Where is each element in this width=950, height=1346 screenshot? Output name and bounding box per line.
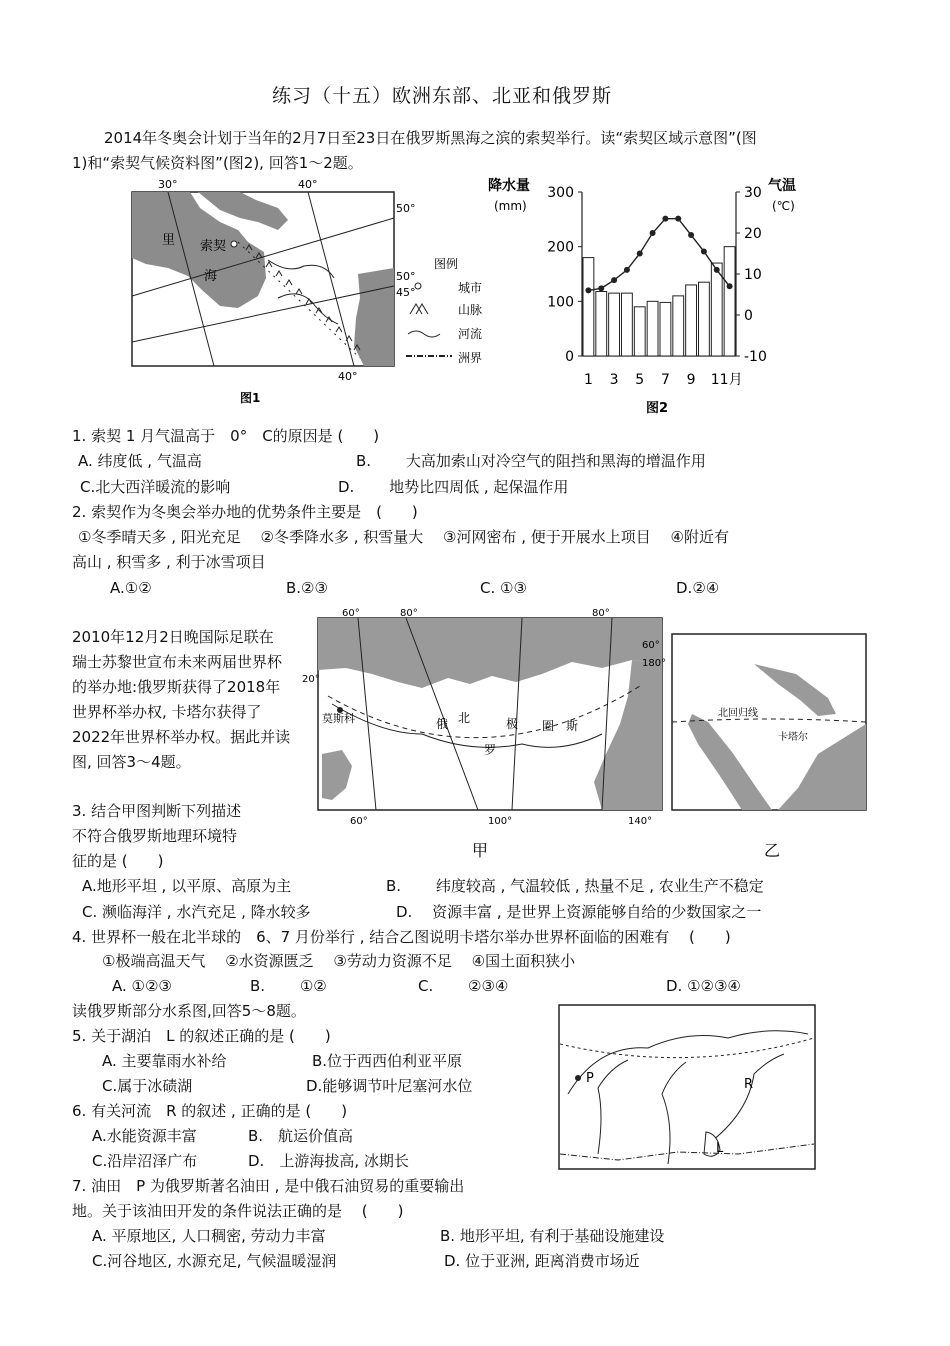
precip-bar bbox=[699, 282, 710, 356]
q3-option-c: C. 濒临海洋 , 水汽充足 , 降水较多 bbox=[82, 903, 311, 921]
fig1-lon-40-top: 40° bbox=[298, 178, 318, 191]
fig1-lat-50-top: 50° bbox=[396, 202, 416, 215]
temperature-point bbox=[611, 277, 617, 283]
legend-border: 洲界 bbox=[458, 351, 483, 365]
intro3: 读俄罗斯部分水系图,回答5～8题。 bbox=[72, 1002, 306, 1020]
y-tick-label-left: 0 bbox=[565, 349, 574, 365]
q2-option-d: D.②④ bbox=[676, 579, 720, 597]
x-tick-label: 11月 bbox=[710, 372, 743, 388]
jia-side-20: 20° bbox=[302, 674, 320, 685]
sea-label-1: 里 bbox=[162, 233, 176, 248]
q6-option-b: B. 航运价值高 bbox=[248, 1127, 354, 1145]
country-char-2: 罗 bbox=[484, 743, 497, 757]
intro2-line-6: 图, 回答3～4题。 bbox=[72, 753, 191, 771]
q4-stem: 4. 世界杯一般在北半球的 6、7 月份举行 , 结合乙图说明卡塔尔举办世界杯面临的困难有 ( ) bbox=[72, 928, 731, 946]
q4-option-d: D. ①②③④ bbox=[666, 977, 741, 995]
x-tick-label: 9 bbox=[686, 372, 696, 388]
x-tick-label: 1 bbox=[583, 372, 593, 388]
temp-unit: (℃) bbox=[772, 199, 795, 213]
q2-option-a: A.①② bbox=[110, 579, 152, 597]
intro2-line-5: 2022年世界杯举办权。据此并读 bbox=[72, 728, 291, 746]
q7-option-b: B. 地形平坦, 有利于基础设施建设 bbox=[440, 1227, 665, 1245]
q5-option-b: B.位于西西伯利亚平原 bbox=[312, 1052, 463, 1070]
legend-mountain: 山脉 bbox=[458, 303, 483, 317]
intro2-line-1: 2010年12月2日晚国际足联在 bbox=[72, 628, 274, 646]
map-yi-caption: 乙 bbox=[764, 841, 781, 860]
fig2-caption: 图2 bbox=[646, 401, 669, 416]
circle-char-3: 圈 bbox=[542, 719, 555, 733]
temperature-line bbox=[588, 219, 729, 291]
precip-bar bbox=[660, 302, 671, 356]
precip-bar bbox=[583, 258, 594, 356]
map-jia-caption: 甲 bbox=[472, 841, 489, 860]
intro-line-1: 2014年冬奥会计划于当年的2月7日至23日在俄罗斯黑海之滨的索契举行。读“索契区域示意图”(图 bbox=[104, 129, 757, 147]
east-sea-shape bbox=[354, 268, 394, 366]
q7-option-a: A. 平原地区, 人口稠密, 劳动力丰富 bbox=[92, 1227, 326, 1245]
sochi-label: 索契 bbox=[200, 239, 227, 254]
precip-bar bbox=[596, 291, 607, 356]
q3-stem-1: 3. 结合甲图判断下列描述 bbox=[72, 802, 242, 820]
q1-stem: 1. 索契 1 月气温高于 0° C的原因是 ( ) bbox=[72, 427, 380, 445]
intro2-line-3: 的举办地:俄罗斯获得了2018年 bbox=[72, 678, 281, 696]
precip-bar bbox=[634, 307, 645, 356]
oilfield-p-dot bbox=[575, 1075, 581, 1081]
precip-title: 降水量 bbox=[488, 178, 530, 194]
q3-stem-3: 征的是 ( ) bbox=[72, 852, 164, 870]
intro2-line-2: 瑞士苏黎世宣布未来两届世界杯 bbox=[72, 653, 283, 671]
q3-option-b: B. 纬度较高 , 气温较低 , 热量不足 , 农业生产不稳定 bbox=[386, 877, 764, 895]
map3-label-l: L bbox=[716, 1141, 724, 1156]
precip-bar bbox=[724, 247, 735, 356]
precip-bar bbox=[647, 301, 658, 356]
y-tick-label-left: 300 bbox=[547, 185, 574, 201]
jia-bottom-60: 60° bbox=[350, 816, 368, 827]
temperature-point bbox=[650, 230, 656, 236]
q2-options-line-1: ①冬季晴天多 , 阳光充足 ②冬季降水多 , 积雪量大 ③河网密布 , 便于开展水上项目 ④附近有 bbox=[78, 528, 730, 546]
q2-option-c: C. ①③ bbox=[480, 579, 527, 597]
q5-option-d: D.能够调节叶尼塞河水位 bbox=[306, 1077, 473, 1095]
y-tick-label-right: 10 bbox=[744, 267, 762, 283]
x-tick-label: 7 bbox=[660, 372, 670, 388]
country-char-1: 俄 bbox=[436, 717, 449, 731]
jia-side-60: 60° bbox=[642, 640, 660, 651]
q2-options-line-2: 高山 , 积雪多 , 利于冰雪项目 bbox=[72, 553, 266, 571]
q7-option-d: D. 位于亚洲, 距离消费市场近 bbox=[444, 1252, 640, 1270]
q6-option-c: C.沿岸沼泽广布 bbox=[92, 1152, 198, 1170]
precip-bar bbox=[622, 293, 633, 356]
circle-char-1: 北 bbox=[458, 711, 471, 725]
map-yi-qatar bbox=[668, 604, 872, 860]
legend-river: 河流 bbox=[458, 327, 483, 341]
precip-bar bbox=[686, 285, 697, 356]
temperature-point bbox=[714, 267, 720, 273]
legend-title: 图例 bbox=[434, 257, 459, 271]
q4-option-c: C. ②③④ bbox=[418, 977, 509, 995]
q5-option-a: A. 主要靠雨水补给 bbox=[102, 1052, 227, 1070]
temperature-point bbox=[662, 216, 668, 222]
temperature-point bbox=[701, 248, 707, 254]
jia-top-80: 80° bbox=[400, 608, 418, 619]
q2-option-b: B.②③ bbox=[286, 579, 328, 597]
precip-unit: (mm) bbox=[494, 199, 527, 213]
jia-top-60: 60° bbox=[342, 608, 360, 619]
q3-stem-2: 不符合俄罗斯地理环境特 bbox=[72, 827, 238, 845]
q6-stem: 6. 有关河流 R 的叙述 , 正确的是 ( ) bbox=[72, 1102, 348, 1120]
temperature-point bbox=[598, 285, 604, 291]
q3-option-d: D. 资源丰富 , 是世界上资源能够自给的少数国家之一 bbox=[396, 903, 762, 921]
x-tick-label: 3 bbox=[609, 372, 619, 388]
temperature-point bbox=[585, 287, 591, 293]
legend-mountain-icon bbox=[410, 304, 428, 314]
fig1-caption: 图1 bbox=[240, 391, 261, 405]
q2-stem: 2. 索契作为冬奥会举办地的优势条件主要是 ( ) bbox=[72, 503, 418, 521]
legend-city-icon bbox=[415, 283, 421, 289]
map3-label-r: R bbox=[744, 1077, 754, 1092]
q4-option-b: B. ①② bbox=[250, 977, 327, 995]
y-tick-label-right: 30 bbox=[744, 185, 762, 201]
figure-2-climate-chart bbox=[486, 170, 812, 418]
page-title: 练习（十五）欧洲东部、北亚和俄罗斯 bbox=[272, 85, 613, 107]
figure-1-map bbox=[128, 178, 488, 410]
country-char-3: 斯 bbox=[566, 719, 579, 733]
intro2-line-4: 世界杯举办权, 卡塔尔获得了 bbox=[72, 703, 262, 721]
temperature-point bbox=[675, 216, 681, 222]
temperature-point bbox=[637, 251, 643, 257]
jia-bottom-140: 140° bbox=[628, 816, 653, 827]
q1-option-b: B. 大高加索山对冷空气的阻挡和黑海的增温作用 bbox=[356, 452, 706, 470]
temperature-point bbox=[727, 283, 733, 289]
q6-option-a: A.水能资源丰富 bbox=[92, 1127, 197, 1145]
temperature-point bbox=[688, 232, 694, 238]
q5-option-c: C.属于冰碛湖 bbox=[102, 1077, 193, 1095]
legend-river-icon bbox=[408, 331, 440, 337]
q3-option-a: A.地形平坦 , 以平原、高原为主 bbox=[82, 877, 292, 895]
q7-stem-1: 7. 油田 P 为俄罗斯著名油田 , 是中俄石油贸易的重要输出 bbox=[72, 1177, 465, 1195]
fig1-lon-40-bottom: 40° bbox=[338, 370, 358, 383]
map3-label-p: P bbox=[586, 1071, 594, 1086]
moscow-label: 莫斯科 bbox=[322, 712, 355, 725]
temperature-point bbox=[624, 267, 630, 273]
intro-line-2: 1)和“索契气候资料图”(图2), 回答1～2题。 bbox=[72, 154, 363, 172]
y-tick-label-right: -10 bbox=[744, 349, 767, 365]
jia-side-180: 180° bbox=[642, 658, 667, 669]
fig1-lat-50-mid: 50° bbox=[396, 270, 416, 283]
precip-bar bbox=[711, 263, 722, 356]
x-tick-label: 5 bbox=[635, 372, 645, 388]
q6-option-d: D. 上游海拔高, 冰期长 bbox=[248, 1152, 409, 1170]
sochi-city-dot bbox=[231, 241, 237, 247]
fig1-lat-45: 45° bbox=[396, 286, 416, 299]
circle-char-2: 极 bbox=[506, 717, 519, 731]
tropic-label: 北回归线 bbox=[718, 708, 758, 719]
jia-top-80-right: 80° bbox=[592, 608, 610, 619]
y-tick-label-right: 0 bbox=[744, 308, 753, 324]
legend-city: 城市 bbox=[458, 281, 483, 295]
jia-bottom-100: 100° bbox=[488, 816, 513, 827]
q1-option-a: A. 纬度低 , 气温高 bbox=[78, 452, 202, 470]
y-tick-label-left: 200 bbox=[547, 239, 574, 256]
q1-option-d: D. 地势比四周低 , 起保温作用 bbox=[338, 478, 569, 496]
temp-title: 气温 bbox=[768, 178, 796, 194]
q5-stem: 5. 关于湖泊 L 的叙述正确的是 ( ) bbox=[72, 1027, 331, 1045]
sea-label-2: 海 bbox=[204, 269, 218, 284]
q7-stem-2: 地。关于该油田开发的条件说法正确的是 ( ) bbox=[72, 1202, 404, 1220]
q1-option-c: C.北大西洋暖流的影响 bbox=[80, 478, 231, 496]
q4-option-a: A. ①②③ bbox=[112, 977, 172, 995]
q7-option-c: C.河谷地区, 水源充足, 气候温暖湿润 bbox=[92, 1252, 337, 1270]
map-russia-rivers bbox=[558, 1004, 816, 1170]
y-tick-label-left: 100 bbox=[547, 294, 574, 311]
map-jia-russia bbox=[302, 604, 670, 860]
fig1-lon-30: 30° bbox=[158, 178, 178, 191]
qatar-label: 卡塔尔 bbox=[778, 732, 808, 743]
map3-frame bbox=[559, 1005, 815, 1169]
precip-bar bbox=[673, 296, 684, 356]
precip-bar bbox=[609, 293, 620, 356]
y-tick-label-right: 20 bbox=[744, 226, 762, 242]
q4-options: ①极端高温天气 ②水资源匮乏 ③劳动力资源不足 ④国土面积狭小 bbox=[102, 952, 576, 970]
